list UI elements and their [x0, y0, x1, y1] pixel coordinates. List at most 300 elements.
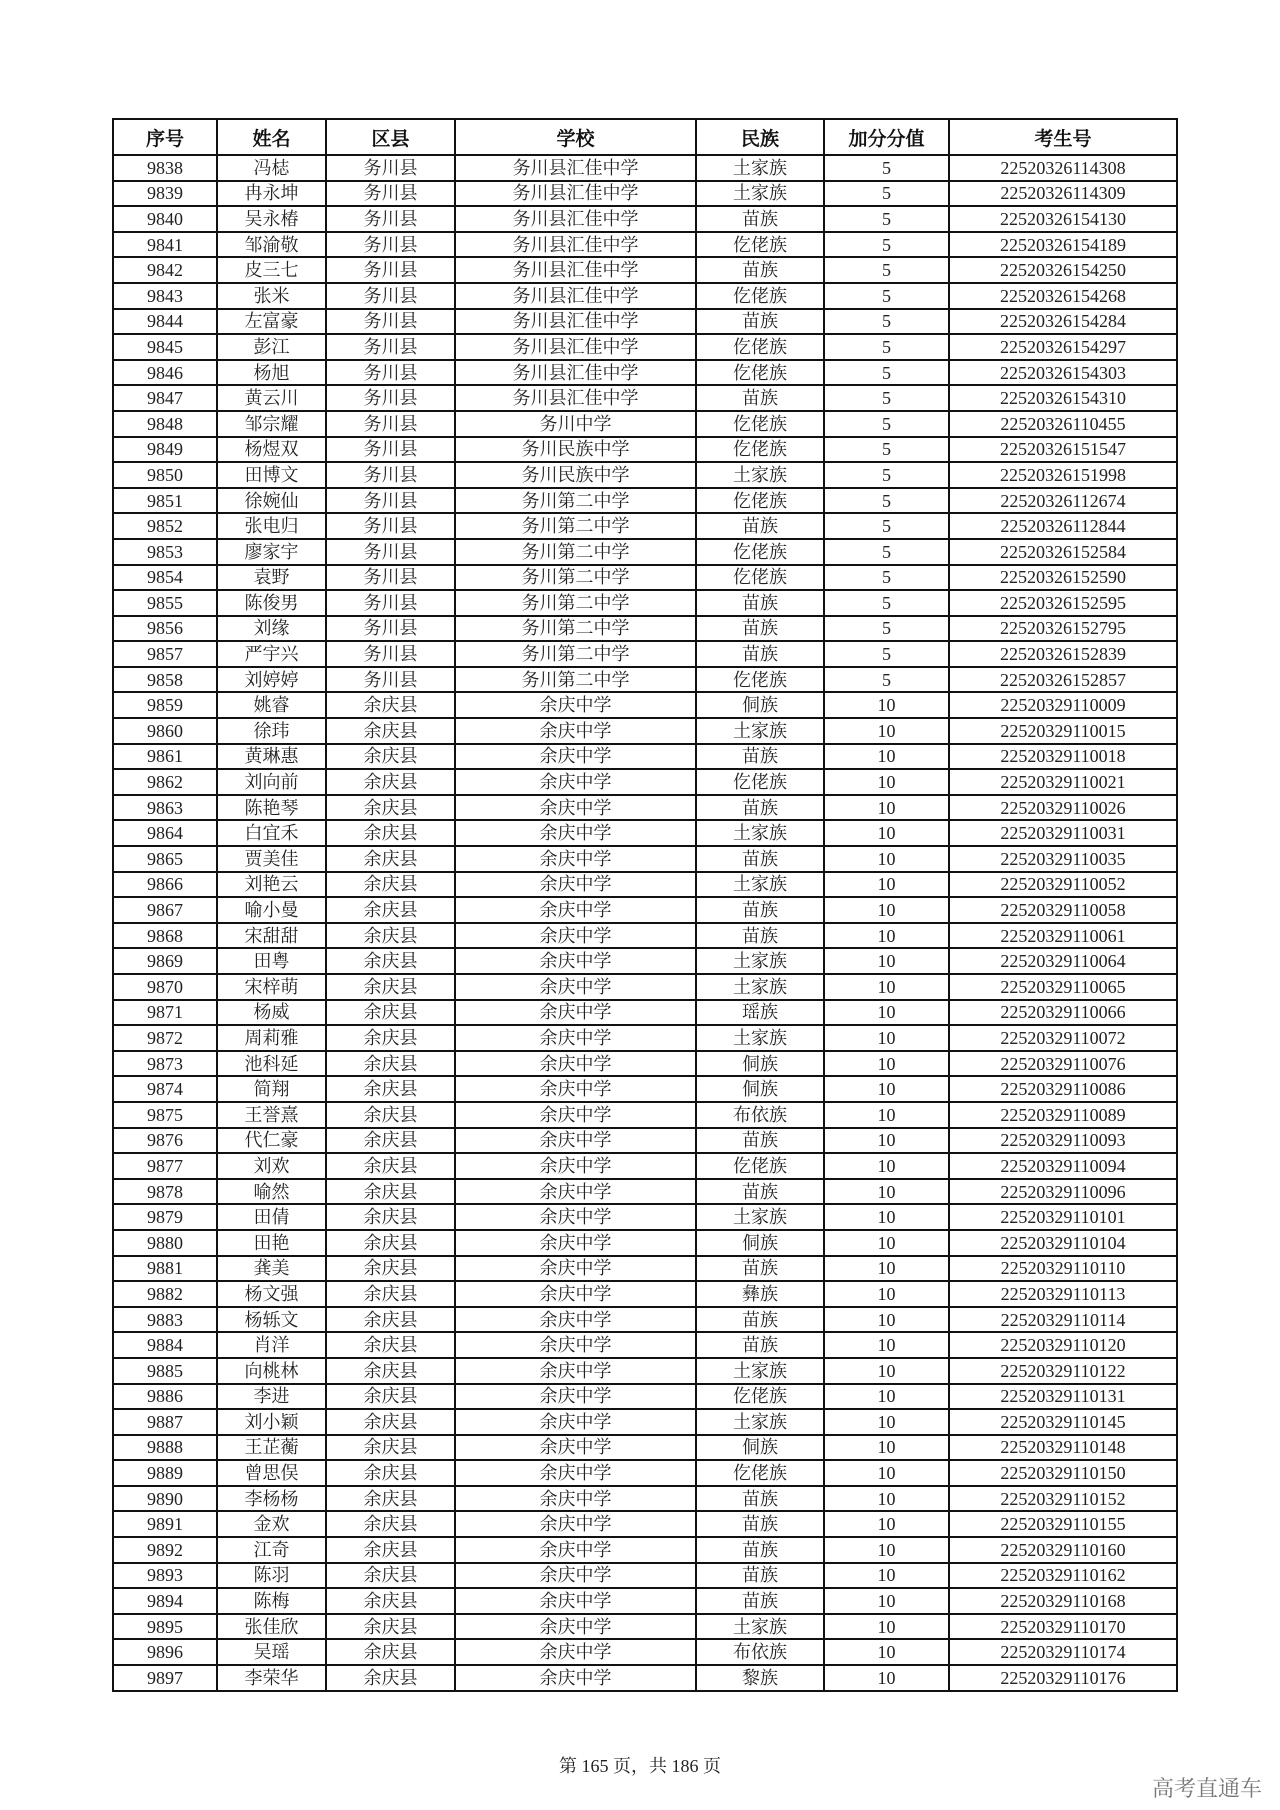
- cell-name: 杨煜双: [217, 437, 326, 463]
- cell-exam-id: 22520329110114: [949, 1307, 1177, 1333]
- table-row: [113, 257, 1177, 283]
- cell-exam-id: 22520329110066: [949, 1000, 1177, 1026]
- cell-exam-id: 22520326154130: [949, 206, 1177, 232]
- table-row: [113, 1409, 1177, 1435]
- cell-name: 田粤: [217, 948, 326, 974]
- cell-bonus: 10: [824, 1102, 949, 1128]
- cell-index: 9872: [113, 1025, 217, 1051]
- cell-county: 务川县: [326, 539, 455, 565]
- header-ethnicity: 民族: [696, 119, 824, 155]
- cell-exam-id: 22520329110176: [949, 1665, 1177, 1691]
- cell-school: 余庆中学: [455, 718, 696, 744]
- cell-exam-id: 22520329110035: [949, 846, 1177, 872]
- table-row: [113, 334, 1177, 360]
- cell-index: 9868: [113, 923, 217, 949]
- cell-name: 左富豪: [217, 309, 326, 335]
- cell-name: 陈梅: [217, 1588, 326, 1614]
- table-row: [113, 1179, 1177, 1205]
- cell-ethnicity: 侗族: [696, 1051, 824, 1077]
- table-row: [113, 411, 1177, 437]
- cell-ethnicity: 仡佬族: [696, 539, 824, 565]
- cell-index: 9860: [113, 718, 217, 744]
- cell-bonus: 5: [824, 283, 949, 309]
- table-row: [113, 846, 1177, 872]
- cell-bonus: 10: [824, 1537, 949, 1563]
- cell-ethnicity: 仡佬族: [696, 488, 824, 514]
- cell-index: 9892: [113, 1537, 217, 1563]
- cell-exam-id: 22520326152795: [949, 616, 1177, 642]
- cell-name: 皮三七: [217, 257, 326, 283]
- cell-name: 彭江: [217, 334, 326, 360]
- cell-exam-id: 22520329110155: [949, 1511, 1177, 1537]
- cell-county: 务川县: [326, 411, 455, 437]
- cell-school: 余庆中学: [455, 872, 696, 898]
- cell-school: 务川县汇佳中学: [455, 283, 696, 309]
- table-row: [113, 872, 1177, 898]
- cell-school: 余庆中学: [455, 769, 696, 795]
- cell-exam-id: 22520329110026: [949, 795, 1177, 821]
- cell-bonus: 5: [824, 155, 949, 181]
- cell-ethnicity: 土家族: [696, 462, 824, 488]
- cell-school: 余庆中学: [455, 1588, 696, 1614]
- cell-school: 余庆中学: [455, 1025, 696, 1051]
- cell-ethnicity: 仡佬族: [696, 565, 824, 591]
- cell-ethnicity: 苗族: [696, 257, 824, 283]
- cell-county: 余庆县: [326, 795, 455, 821]
- cell-school: 务川县汇佳中学: [455, 181, 696, 207]
- cell-bonus: 10: [824, 897, 949, 923]
- cell-ethnicity: 仡佬族: [696, 1153, 824, 1179]
- cell-name: 白宜禾: [217, 820, 326, 846]
- cell-county: 余庆县: [326, 1511, 455, 1537]
- cell-name: 向桃林: [217, 1358, 326, 1384]
- cell-exam-id: 22520329110145: [949, 1409, 1177, 1435]
- cell-index: 9866: [113, 872, 217, 898]
- cell-name: 张米: [217, 283, 326, 309]
- cell-name: 周莉雅: [217, 1025, 326, 1051]
- table-row: [113, 155, 1177, 181]
- header-name: 姓名: [217, 119, 326, 155]
- table-row: [113, 283, 1177, 309]
- cell-index: 9886: [113, 1384, 217, 1410]
- cell-index: 9870: [113, 974, 217, 1000]
- cell-county: 余庆县: [326, 1409, 455, 1435]
- header-exam-id: 考生号: [949, 119, 1177, 155]
- cell-exam-id: 22520329110093: [949, 1128, 1177, 1154]
- cell-name: 肖洋: [217, 1332, 326, 1358]
- cell-county: 务川县: [326, 334, 455, 360]
- cell-county: 余庆县: [326, 1256, 455, 1282]
- cell-exam-id: 22520326154297: [949, 334, 1177, 360]
- cell-index: 9875: [113, 1102, 217, 1128]
- cell-exam-id: 22520326151547: [949, 437, 1177, 463]
- cell-ethnicity: 土家族: [696, 1204, 824, 1230]
- cell-index: 9880: [113, 1230, 217, 1256]
- table-row: [113, 897, 1177, 923]
- cell-index: 9864: [113, 820, 217, 846]
- cell-ethnicity: 彝族: [696, 1281, 824, 1307]
- cell-exam-id: 22520329110089: [949, 1102, 1177, 1128]
- cell-county: 务川县: [326, 641, 455, 667]
- cell-exam-id: 22520329110018: [949, 744, 1177, 770]
- cell-index: 9876: [113, 1128, 217, 1154]
- table-row: [113, 1435, 1177, 1461]
- cell-name: 田倩: [217, 1204, 326, 1230]
- table-row: [113, 309, 1177, 335]
- cell-name: 陈俊男: [217, 590, 326, 616]
- cell-index: 9852: [113, 513, 217, 539]
- cell-ethnicity: 仡佬族: [696, 283, 824, 309]
- cell-county: 务川县: [326, 437, 455, 463]
- cell-name: 刘缘: [217, 616, 326, 642]
- cell-county: 余庆县: [326, 1614, 455, 1640]
- cell-ethnicity: 苗族: [696, 206, 824, 232]
- header-index: 序号: [113, 119, 217, 155]
- cell-school: 余庆中学: [455, 1153, 696, 1179]
- cell-bonus: 10: [824, 692, 949, 718]
- cell-bonus: 5: [824, 539, 949, 565]
- cell-name: 杨文强: [217, 1281, 326, 1307]
- cell-bonus: 5: [824, 309, 949, 335]
- table-row: [113, 565, 1177, 591]
- cell-bonus: 10: [824, 769, 949, 795]
- cell-school: 余庆中学: [455, 1563, 696, 1589]
- cell-exam-id: 22520326154250: [949, 257, 1177, 283]
- cell-county: 务川县: [326, 590, 455, 616]
- table-row: [113, 181, 1177, 207]
- cell-school: 务川第二中学: [455, 616, 696, 642]
- cell-school: 余庆中学: [455, 1102, 696, 1128]
- cell-name: 代仁豪: [217, 1128, 326, 1154]
- cell-county: 余庆县: [326, 1051, 455, 1077]
- cell-exam-id: 22520329110131: [949, 1384, 1177, 1410]
- cell-school: 余庆中学: [455, 1179, 696, 1205]
- cell-county: 余庆县: [326, 820, 455, 846]
- cell-bonus: 5: [824, 232, 949, 258]
- cell-name: 贾美佳: [217, 846, 326, 872]
- cell-name: 曾思俣: [217, 1460, 326, 1486]
- cell-bonus: 5: [824, 462, 949, 488]
- cell-county: 余庆县: [326, 1537, 455, 1563]
- cell-school: 务川县汇佳中学: [455, 385, 696, 411]
- cell-bonus: 5: [824, 616, 949, 642]
- cell-county: 余庆县: [326, 1435, 455, 1461]
- cell-county: 务川县: [326, 565, 455, 591]
- cell-exam-id: 22520329110148: [949, 1435, 1177, 1461]
- cell-ethnicity: 土家族: [696, 1409, 824, 1435]
- cell-county: 余庆县: [326, 1588, 455, 1614]
- table-row: [113, 667, 1177, 693]
- cell-name: 严宇兴: [217, 641, 326, 667]
- cell-bonus: 10: [824, 1332, 949, 1358]
- cell-exam-id: 22520329110094: [949, 1153, 1177, 1179]
- cell-ethnicity: 布依族: [696, 1639, 824, 1665]
- cell-bonus: 5: [824, 513, 949, 539]
- cell-exam-id: 22520329110152: [949, 1486, 1177, 1512]
- cell-school: 余庆中学: [455, 1204, 696, 1230]
- cell-name: 喻小曼: [217, 897, 326, 923]
- cell-school: 余庆中学: [455, 744, 696, 770]
- cell-index: 9839: [113, 181, 217, 207]
- cell-school: 余庆中学: [455, 1639, 696, 1665]
- cell-name: 李荣华: [217, 1665, 326, 1691]
- cell-bonus: 10: [824, 1486, 949, 1512]
- cell-index: 9848: [113, 411, 217, 437]
- cell-bonus: 10: [824, 744, 949, 770]
- table-row: [113, 1511, 1177, 1537]
- cell-ethnicity: 土家族: [696, 155, 824, 181]
- cell-exam-id: 22520329110086: [949, 1076, 1177, 1102]
- table-row: [113, 1051, 1177, 1077]
- cell-exam-id: 22520329110160: [949, 1537, 1177, 1563]
- cell-bonus: 5: [824, 590, 949, 616]
- cell-county: 余庆县: [326, 1665, 455, 1691]
- cell-name: 陈艳琴: [217, 795, 326, 821]
- cell-name: 刘向前: [217, 769, 326, 795]
- cell-ethnicity: 土家族: [696, 718, 824, 744]
- cell-name: 吴永椿: [217, 206, 326, 232]
- cell-exam-id: 22520329110015: [949, 718, 1177, 744]
- cell-exam-id: 22520326154189: [949, 232, 1177, 258]
- table-row: [113, 1588, 1177, 1614]
- cell-ethnicity: 仡佬族: [696, 411, 824, 437]
- cell-name: 王誉熹: [217, 1102, 326, 1128]
- cell-ethnicity: 土家族: [696, 181, 824, 207]
- cell-exam-id: 22520326114308: [949, 155, 1177, 181]
- cell-county: 余庆县: [326, 1128, 455, 1154]
- cell-name: 黄琳惠: [217, 744, 326, 770]
- table-row: [113, 1230, 1177, 1256]
- cell-school: 余庆中学: [455, 1665, 696, 1691]
- table-row: [113, 1204, 1177, 1230]
- cell-school: 余庆中学: [455, 795, 696, 821]
- cell-exam-id: 22520329110101: [949, 1204, 1177, 1230]
- cell-index: 9857: [113, 641, 217, 667]
- table-row: [113, 1537, 1177, 1563]
- cell-exam-id: 22520329110122: [949, 1358, 1177, 1384]
- table-header-row: [113, 119, 1177, 155]
- cell-county: 务川县: [326, 616, 455, 642]
- cell-bonus: 10: [824, 1281, 949, 1307]
- cell-index: 9865: [113, 846, 217, 872]
- cell-index: 9840: [113, 206, 217, 232]
- cell-county: 余庆县: [326, 1204, 455, 1230]
- cell-bonus: 10: [824, 1435, 949, 1461]
- cell-ethnicity: 仡佬族: [696, 667, 824, 693]
- cell-index: 9884: [113, 1332, 217, 1358]
- cell-name: 姚睿: [217, 692, 326, 718]
- cell-bonus: 5: [824, 667, 949, 693]
- header-bonus: 加分分值: [824, 119, 949, 155]
- cell-county: 余庆县: [326, 1102, 455, 1128]
- cell-bonus: 10: [824, 1614, 949, 1640]
- cell-exam-id: 22520329110052: [949, 872, 1177, 898]
- cell-name: 黄云川: [217, 385, 326, 411]
- cell-bonus: 10: [824, 1665, 949, 1691]
- cell-name: 杨轹文: [217, 1307, 326, 1333]
- cell-school: 余庆中学: [455, 1128, 696, 1154]
- page-number: 第 165 页，共 186 页: [559, 1756, 721, 1776]
- table-row: [113, 590, 1177, 616]
- cell-school: 余庆中学: [455, 974, 696, 1000]
- cell-county: 务川县: [326, 360, 455, 386]
- table-row: [113, 1256, 1177, 1282]
- cell-name: 邹渝敬: [217, 232, 326, 258]
- cell-bonus: 10: [824, 718, 949, 744]
- table-row: [113, 360, 1177, 386]
- cell-exam-id: 22520326154310: [949, 385, 1177, 411]
- cell-county: 余庆县: [326, 1460, 455, 1486]
- cell-school: 务川第二中学: [455, 488, 696, 514]
- cell-bonus: 10: [824, 1256, 949, 1282]
- table-row: [113, 1332, 1177, 1358]
- cell-ethnicity: 土家族: [696, 1025, 824, 1051]
- cell-index: 9847: [113, 385, 217, 411]
- cell-index: 9891: [113, 1511, 217, 1537]
- cell-ethnicity: 侗族: [696, 1435, 824, 1461]
- cell-bonus: 5: [824, 437, 949, 463]
- cell-school: 务川县汇佳中学: [455, 257, 696, 283]
- cell-bonus: 5: [824, 641, 949, 667]
- cell-index: 9894: [113, 1588, 217, 1614]
- cell-index: 9874: [113, 1076, 217, 1102]
- cell-county: 务川县: [326, 257, 455, 283]
- cell-exam-id: 22520329110065: [949, 974, 1177, 1000]
- cell-index: 9897: [113, 1665, 217, 1691]
- cell-ethnicity: 仡佬族: [696, 1460, 824, 1486]
- cell-name: 简翔: [217, 1076, 326, 1102]
- cell-county: 务川县: [326, 232, 455, 258]
- cell-index: 9850: [113, 462, 217, 488]
- cell-school: 务川县汇佳中学: [455, 155, 696, 181]
- cell-index: 9856: [113, 616, 217, 642]
- cell-school: 余庆中学: [455, 1384, 696, 1410]
- cell-index: 9863: [113, 795, 217, 821]
- cell-bonus: 10: [824, 1128, 949, 1154]
- cell-index: 9858: [113, 667, 217, 693]
- cell-school: 务川县汇佳中学: [455, 232, 696, 258]
- cell-school: 余庆中学: [455, 1051, 696, 1077]
- cell-ethnicity: 苗族: [696, 641, 824, 667]
- table-row: [113, 1384, 1177, 1410]
- cell-county: 务川县: [326, 462, 455, 488]
- cell-school: 余庆中学: [455, 1435, 696, 1461]
- cell-bonus: 5: [824, 181, 949, 207]
- cell-index: 9845: [113, 334, 217, 360]
- cell-bonus: 10: [824, 948, 949, 974]
- cell-index: 9887: [113, 1409, 217, 1435]
- cell-bonus: 5: [824, 257, 949, 283]
- cell-name: 杨威: [217, 1000, 326, 1026]
- table-row: [113, 1307, 1177, 1333]
- cell-county: 余庆县: [326, 1307, 455, 1333]
- cell-name: 江奇: [217, 1537, 326, 1563]
- cell-exam-id: 22520329110076: [949, 1051, 1177, 1077]
- cell-exam-id: 22520326154268: [949, 283, 1177, 309]
- cell-exam-id: 22520326152595: [949, 590, 1177, 616]
- cell-county: 余庆县: [326, 923, 455, 949]
- cell-ethnicity: 苗族: [696, 1128, 824, 1154]
- cell-ethnicity: 苗族: [696, 1588, 824, 1614]
- cell-exam-id: 22520326114309: [949, 181, 1177, 207]
- cell-bonus: 10: [824, 1307, 949, 1333]
- table-row: [113, 1639, 1177, 1665]
- cell-exam-id: 22520329110061: [949, 923, 1177, 949]
- cell-bonus: 10: [824, 846, 949, 872]
- cell-ethnicity: 苗族: [696, 385, 824, 411]
- cell-school: 务川民族中学: [455, 437, 696, 463]
- cell-index: 9838: [113, 155, 217, 181]
- cell-ethnicity: 土家族: [696, 974, 824, 1000]
- cell-index: 9895: [113, 1614, 217, 1640]
- cell-county: 务川县: [326, 155, 455, 181]
- cell-exam-id: 22520329110174: [949, 1639, 1177, 1665]
- cell-ethnicity: 仡佬族: [696, 232, 824, 258]
- cell-bonus: 10: [824, 1358, 949, 1384]
- cell-school: 余庆中学: [455, 1307, 696, 1333]
- cell-exam-id: 22520326152857: [949, 667, 1177, 693]
- cell-county: 余庆县: [326, 1639, 455, 1665]
- cell-bonus: 10: [824, 1511, 949, 1537]
- cell-school: 余庆中学: [455, 820, 696, 846]
- cell-exam-id: 22520329110072: [949, 1025, 1177, 1051]
- cell-county: 余庆县: [326, 1486, 455, 1512]
- cell-ethnicity: 苗族: [696, 1256, 824, 1282]
- cell-index: 9896: [113, 1639, 217, 1665]
- table-row: [113, 1153, 1177, 1179]
- cell-bonus: 5: [824, 488, 949, 514]
- cell-index: 9867: [113, 897, 217, 923]
- cell-index: 9893: [113, 1563, 217, 1589]
- cell-school: 余庆中学: [455, 1409, 696, 1435]
- table-row: [113, 1281, 1177, 1307]
- cell-index: 9855: [113, 590, 217, 616]
- cell-ethnicity: 土家族: [696, 872, 824, 898]
- cell-name: 廖家宇: [217, 539, 326, 565]
- cell-name: 袁野: [217, 565, 326, 591]
- cell-county: 余庆县: [326, 1332, 455, 1358]
- table-row: [113, 1358, 1177, 1384]
- cell-school: 余庆中学: [455, 948, 696, 974]
- table-row: [113, 744, 1177, 770]
- cell-school: 余庆中学: [455, 923, 696, 949]
- cell-bonus: 10: [824, 1076, 949, 1102]
- table-row: [113, 206, 1177, 232]
- cell-school: 务川中学: [455, 411, 696, 437]
- cell-bonus: 10: [824, 923, 949, 949]
- cell-ethnicity: 苗族: [696, 1563, 824, 1589]
- cell-exam-id: 22520326152839: [949, 641, 1177, 667]
- cell-name: 刘小颖: [217, 1409, 326, 1435]
- cell-school: 务川第二中学: [455, 565, 696, 591]
- cell-name: 刘艳云: [217, 872, 326, 898]
- cell-county: 务川县: [326, 283, 455, 309]
- cell-school: 余庆中学: [455, 1486, 696, 1512]
- cell-index: 9862: [113, 769, 217, 795]
- cell-bonus: 10: [824, 1051, 949, 1077]
- table-row: [113, 1102, 1177, 1128]
- cell-school: 务川县汇佳中学: [455, 206, 696, 232]
- cell-county: 余庆县: [326, 718, 455, 744]
- table-row: [113, 1460, 1177, 1486]
- cell-bonus: 10: [824, 974, 949, 1000]
- cell-name: 宋梓萌: [217, 974, 326, 1000]
- cell-exam-id: 22520329110064: [949, 948, 1177, 974]
- table-row: [113, 437, 1177, 463]
- cell-bonus: 10: [824, 1179, 949, 1205]
- table-row: [113, 616, 1177, 642]
- cell-ethnicity: 布依族: [696, 1102, 824, 1128]
